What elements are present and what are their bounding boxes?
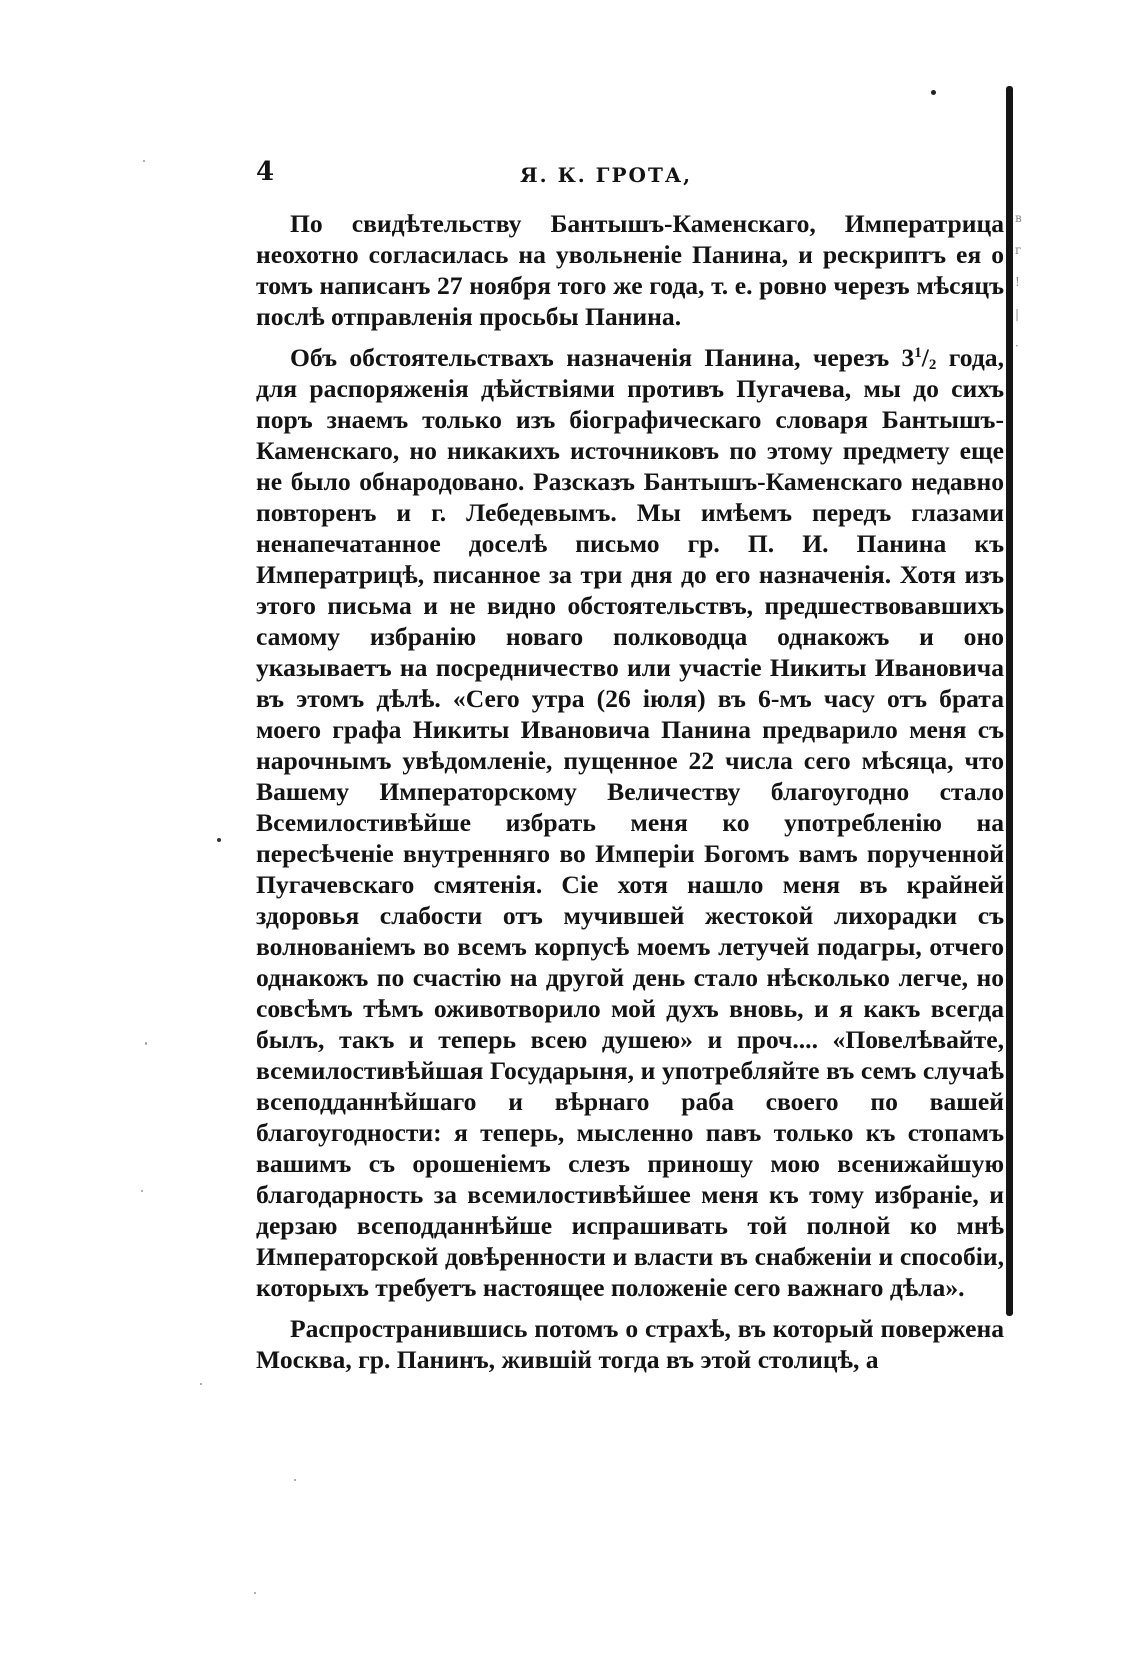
edge-mark: | [1015,307,1020,321]
scan-speck [294,1479,296,1481]
paragraph: Распространившись потомъ о страхѣ, въ который повержена Москва, гр. Панинъ, жившій тогда въ этой столицѣ, а [256,1314,1004,1374]
scan-speck [143,160,145,162]
edge-mark: г [1015,243,1022,257]
binding-edge-bar [1006,86,1013,1316]
fraction-slash: / [921,343,929,372]
scan-speck [200,1383,202,1385]
paragraph-text: Объ обстоятельствахъ назначенія Панина, черезъ 3 [290,343,915,372]
fraction-numerator: 1 [914,345,922,361]
scan-speck [141,1190,143,1192]
fraction-denominator: 2 [928,357,937,373]
paragraph-text: года, для распоряженія дѣйствіями противъ Пугачева, мы до сихъ поръ знаемъ только изъ біографическаго словаря Бантышъ-Каменскаго, но никакихъ источниковъ по этому предмету еще не было обнародовано. Разсказъ Бантышъ-Каменскаго недавно повторенъ и г. Лебедевымъ. Мы имѣемъ передъ глазами ненапечатанное доселѣ письмо гр. П. И. Панина къ Императрицѣ, писанное за три дня до его назначенія. Хотя изъ этого письма и не видно обстоятельствъ, предшествовавшихъ самому избранію новаго полководца однакожъ и оно указываетъ на посредничество или участіе Никиты Ивановича въ этомъ дѣлѣ. «Сего утра (26 іюля) въ 6-мъ часу отъ брата моего графа Никиты Ивановича Панина предварило меня съ нарочнымъ увѣдомленіе, пущенное 22 числа сего мѣсяца, что Вашему Императорскому Величеству благоугодно стало Всемилостивѣйше избрать меня ко употребленію на пересѣченіе внутренняго во Имперіи Богомъ вамъ порученной Пугачевскаго смятенія. Сіе хотя нашло меня въ крайней здоровья слабости отъ мучившей жестокой лихорадки съ волнованіемъ во всемъ корпусѣ моемъ летучей подагры, отчего однакожъ по счастію на другой день стало нѣсколько легче, но совсѣмъ тѣмъ оживотворило мой духъ вновь, и я какъ всегда былъ, такъ и теперь всею душею» и проч.... «Повелѣвайте, всемилостивѣйшая Государыня, и употребляйте въ семъ случаѣ всеподданнѣйшаго и вѣрнаго раба своего по вашей благоугодности: я теперь, мысленно павъ только къ стопамъ вашимъ съ орошеніемъ слезъ приношу мою всенижайшую благодарность за всемилостивѣйшее меня къ тому избраніе, и дерзаю всеподданнѣйше испрашивать той полной ко мнѣ Императорской довѣренности и власти въ снабженіи и способіи, которыхъ требуетъ настоящее положеніе сего важнаго дѣла». [256,343,1004,1302]
scan-speck [254,1592,256,1594]
paragraph: По свидѣтельству Бантышъ-Каменскаго, Императрица неохотно согласилась на увольненіе Панина, и рескриптъ ея о томъ написанъ 27 ноября того же года, т. е. ровно черезъ мѣсяцъ послѣ отправленія просьбы Панина. [256,209,1004,331]
body-text [256,208,1004,1375]
edge-mark: ! [1015,275,1020,289]
scan-speck [145,1042,147,1045]
edge-mark: · [1015,339,1019,353]
page-number: 4 [256,157,275,187]
running-title: Я. К. ГРОТА, [520,163,693,187]
paragraph [256,342,1004,1303]
margin-edge-marks [1015,210,1035,370]
scan-speck [931,90,936,95]
edge-mark: в [1015,211,1022,225]
scan-speck [217,838,221,842]
